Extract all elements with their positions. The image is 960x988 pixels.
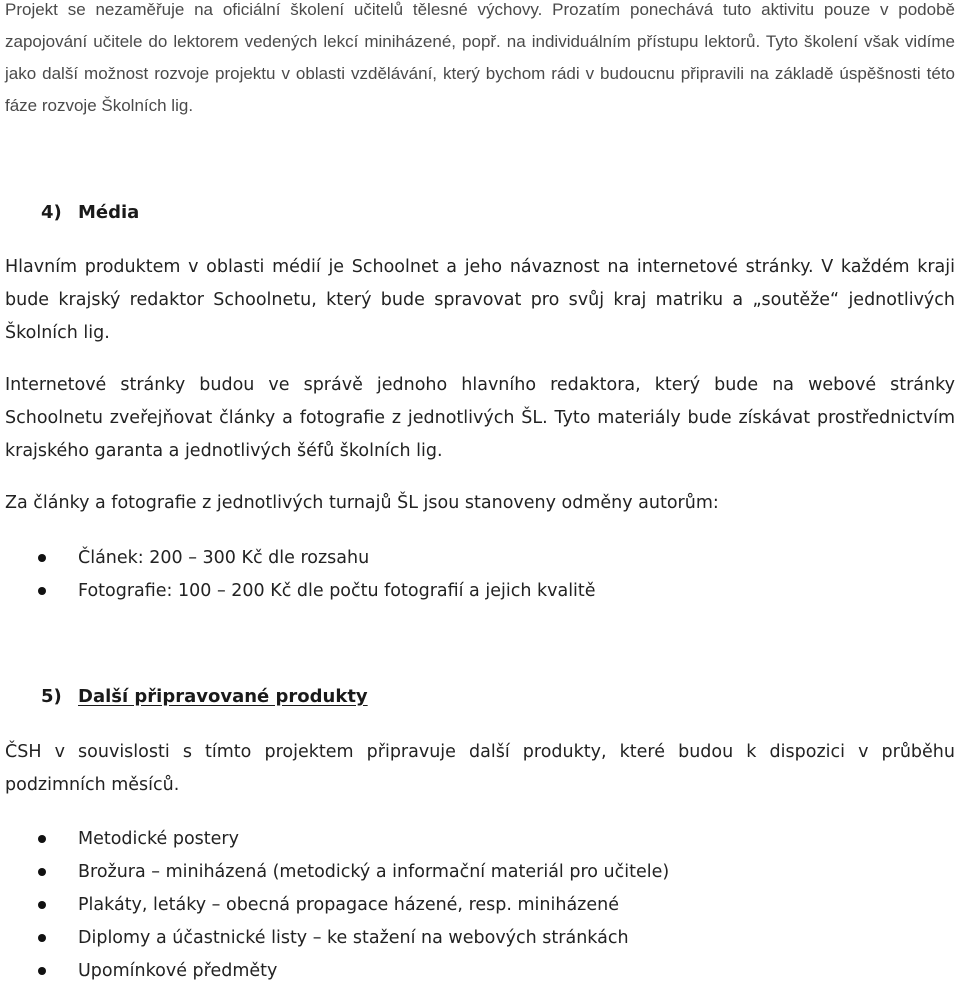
bullet-icon	[38, 934, 46, 942]
bullet-icon	[38, 967, 46, 975]
section-5-number: 5)	[41, 686, 62, 707]
bullet-icon	[38, 835, 46, 843]
rewards-list	[38, 542, 596, 608]
media-paragraph-3: Za články a fotografie z jednotlivých turnajů ŠL jsou stanoveny odměny autorům:	[5, 493, 719, 513]
media-paragraph-2: Internetové stránky budou ve správě jednoho hlavního redaktora, který bude na webové stránky Schoolnetu zveřejňovat články a fotografie z jednotlivých ŠL. Tyto materiály bude získávat prostřednictvím krajského garanta a jednotlivých šéfů školních lig.	[5, 375, 955, 461]
bullet-icon	[38, 901, 46, 909]
section-4-heading	[41, 202, 139, 223]
list-item: Metodické postery	[38, 823, 669, 856]
list-item: Plakáty, letáky – obecná propagace házené, resp. miniházené	[38, 889, 669, 922]
products-paragraph: ČSH v souvislosti s tímto projektem připravuje další produkty, které budou k dispozici v průběhu podzimních měsíců.	[5, 742, 955, 795]
bullet-icon	[38, 868, 46, 876]
list-item: Diplomy a účastnické listy – ke stažení na webových stránkách	[38, 922, 669, 955]
media-paragraph-1: Hlavním produktem v oblasti médií je Schoolnet a jeho návaznost na internetové stránky. V každém kraji bude krajský redaktor Schoolnetu, který bude spravovat pro svůj kraj matriku a „soutěže“ jednotlivých Školních lig.	[5, 257, 955, 343]
intro-paragraph: Projekt se nezaměřuje na oficiální školení učitelů tělesné výchovy. Prozatím ponechává tuto aktivitu pouze v podobě zapojování učitele do lektorem vedených lekcí miniházené, popř. na individuálním přístupu lektorů. Tyto školení však vidíme jako další možnost rozvoje projektu v oblasti vzdělávání, který bychom rádi v budoucnu připravili na základě úspěšnosti této fáze rozvoje Školních lig.	[5, 0, 955, 115]
section-4-title: Média	[78, 202, 140, 223]
list-item: Fotografie: 100 – 200 Kč dle počtu fotografií a jejich kvalitě	[38, 575, 596, 608]
products-list	[38, 823, 669, 988]
list-item: Brožura – miniházená (metodický a informační materiál pro učitele)	[38, 856, 669, 889]
list-item: Článek: 200 – 300 Kč dle rozsahu	[38, 542, 596, 575]
bullet-icon	[38, 554, 46, 562]
section-5-heading	[41, 686, 368, 707]
list-item: Upomínkové předměty	[38, 955, 669, 988]
section-4-number: 4)	[41, 202, 62, 223]
bullet-icon	[38, 587, 46, 595]
section-5-title: Další připravované produkty	[78, 686, 368, 707]
